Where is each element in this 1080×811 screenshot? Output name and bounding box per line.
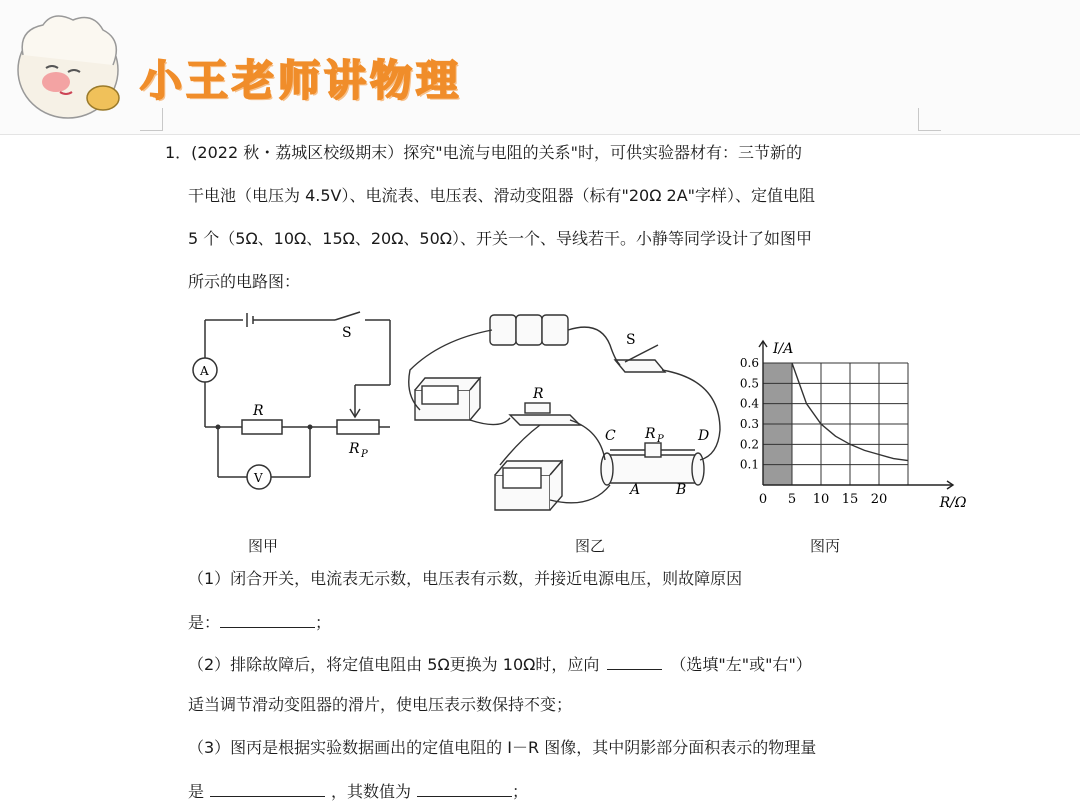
- resistor-label-yi: R: [533, 386, 544, 402]
- x-tick-label: 10: [812, 492, 830, 507]
- rheostat-label-jia: R: [349, 441, 360, 457]
- q1-line-1: （1）闭合开关，电流表无示数，电压表有示数，并接近电源电压，则故障原因: [188, 569, 743, 588]
- brand-title: 小王老师讲物理: [140, 56, 463, 105]
- switch-label-yi: S: [626, 332, 636, 348]
- ammeter-label: A: [200, 364, 209, 378]
- q2-text: （2）排除故障后，将定值电阻由 5Ω更换为 10Ω时，应向: [188, 655, 600, 674]
- x-tick-label: 20: [870, 492, 888, 507]
- margin-corner-right: [918, 108, 941, 131]
- terminal-b-label: B: [676, 482, 687, 498]
- caption-bing: 图丙: [810, 537, 841, 555]
- question-line-4: 所示的电路图：: [188, 272, 301, 291]
- q2-answer-blank[interactable]: [607, 653, 662, 670]
- rheostat-label-yi: R: [645, 426, 656, 442]
- x-tick-label: 5: [787, 492, 797, 507]
- resistor-label-jia: R: [253, 403, 264, 419]
- y-axis-label: I/A: [773, 341, 794, 357]
- y-tick-label: 0.5: [739, 376, 759, 391]
- y-tick-label: 0.4: [739, 396, 759, 411]
- mascot-logo: [8, 10, 128, 125]
- q1-prefix: 是：: [188, 613, 221, 632]
- q3-line-1: （3）图丙是根据实验数据画出的定值电阻的 I－R 图像，其中阴影部分面积表示的物理量: [188, 738, 817, 757]
- rheostat-sub-jia: P: [361, 449, 368, 460]
- voltmeter-label: V: [254, 471, 263, 485]
- terminal-a-label: A: [630, 482, 641, 498]
- caption-yi: 图乙: [575, 537, 606, 555]
- y-tick-label: 0.3: [739, 417, 759, 431]
- question-line-1: 1．(2022 秋・荔城区校级期末）探究"电流与电阻的关系"时，可供实验器材有：三节新的: [165, 143, 802, 162]
- q2-line-1: [188, 653, 812, 675]
- x-tick-label: 15: [841, 492, 859, 507]
- figure-bing-chart: [735, 335, 975, 515]
- terminal-d-label: D: [698, 428, 710, 444]
- q3-end: ；: [512, 782, 529, 801]
- x-axis-label: R/Ω: [939, 495, 967, 511]
- q1-line-2: [188, 611, 331, 633]
- question-line-2: 干电池（电压为 4.5V）、电流表、电压表、滑动变阻器（标有"20Ω 2A"字样）、定值电阻: [188, 186, 815, 205]
- x-tick-label: 0: [758, 492, 768, 507]
- terminal-c-label: C: [605, 428, 616, 444]
- y-tick-label: 0.2: [739, 437, 759, 452]
- figure-yi-wiring: [400, 300, 730, 530]
- margin-corner-left: [140, 108, 163, 131]
- q3-mid: ，其数值为: [331, 782, 412, 801]
- q3-prefix: 是: [188, 782, 205, 801]
- y-tick-label: 0.1: [739, 457, 759, 472]
- q1-end: ；: [315, 613, 332, 632]
- rheostat-sub-yi: P: [657, 434, 664, 445]
- figure-jia-circuit: [185, 305, 405, 505]
- y-tick-label: 0.6: [739, 356, 759, 370]
- caption-jia: 图甲: [248, 537, 279, 555]
- question-line-3: 5 个（5Ω、10Ω、15Ω、20Ω、50Ω）、开关一个、导线若干。小静等同学设计了如图甲: [188, 229, 813, 248]
- q2-line-2: 适当调节滑动变阻器的滑片，使电压表示数保持不变；: [188, 695, 573, 714]
- q2-paren: （选填"左"或"右"）: [670, 655, 812, 674]
- q1-answer-blank[interactable]: [220, 611, 315, 628]
- switch-label-jia: S: [342, 325, 352, 341]
- q3-line-2: [188, 780, 528, 802]
- q3-value-blank[interactable]: [417, 780, 512, 797]
- q3-quantity-blank[interactable]: [210, 780, 325, 797]
